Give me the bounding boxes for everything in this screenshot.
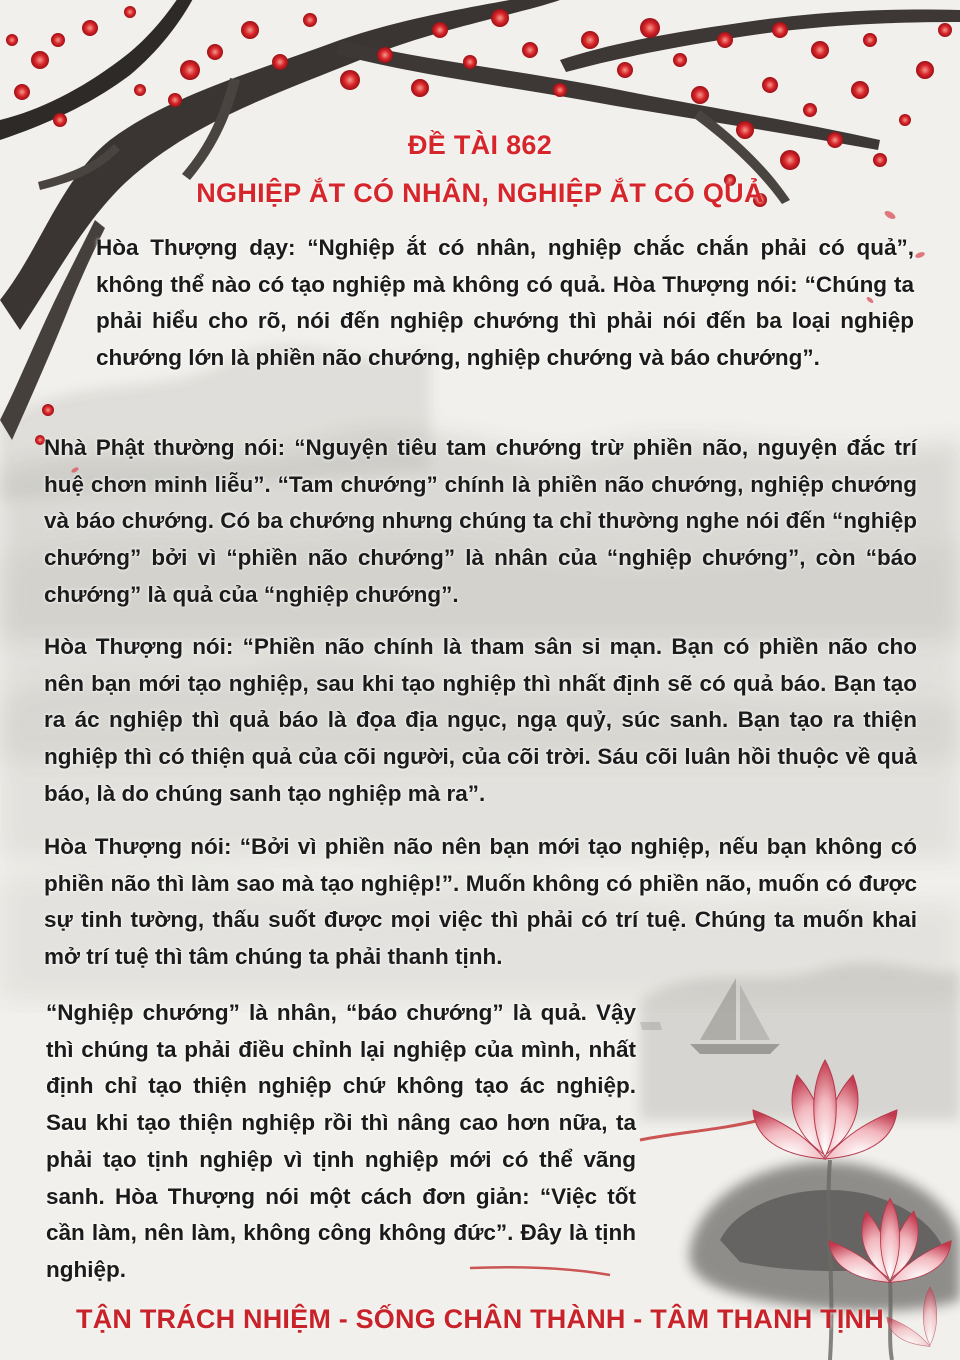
paragraph-5: “Nghiệp chướng” là nhân, “báo chướng” là quả. Vậy thì chúng ta phải điều chỉnh lại nghiệp của mình, nhất định chỉ tạo thiện nghiệp chứ không tạo ác nghiệp. Sau khi tạo thiện nghiệp rồi thì nâng cao hơn nữa, ta phải tạo tịnh nghiệp vì tịnh nghiệp mới có thể vãng sanh. Hòa Thượng nói một cách đơn giản: “Việc tốt cần làm, nên làm, không công không đức”. Đây là tịnh nghiệp.: [46, 1000, 636, 1282]
paragraph-2: Nhà Phật thường nói: “Nguyện tiêu tam chướng trừ phiền não, nguyện đắc trí huệ chơn minh liễu”. “Tam chướng” chính là phiền não chướng, nghiệp chướng và báo chướng. Có ba chướng nhưng chúng ta chỉ thường nghe nói đến “nghiệp chướng” bởi vì “phiền não chướng” là nhân của “nghiệp chướng”, còn “báo chướng” là quả của “nghiệp chướng”.: [44, 435, 917, 607]
paragraph-1: Hòa Thượng dạy: “Nghiệp ắt có nhân, nghiệp chắc chắn phải có quả”, không thể nào có tạo nghiệp mà không có quả. Hòa Thượng nói: “Chúng ta phải hiểu cho rõ, nói đến nghiệp chướng thì phải nói đến ba loại nghiệp chướng lớn là phiền não chướng, nghiệp chướng và báo chướng”.: [96, 235, 914, 371]
paragraph-3: Hòa Thượng nói: “Phiền não chính là tham sân si mạn. Bạn có phiền não cho nên bạn mới tạo nghiệp, sau khi tạo nghiệp thì nhất định sẽ có quả báo. Bạn tạo ra ác nghiệp thì quả báo là đọa địa ngục, ngạ quỷ, súc sanh. Bạn tạo ra thiện nghiệp thì có thiện quả của cõi người, của cõi trời. Sáu cõi luân hồi thuộc về quả báo, là do chúng sanh tạo nghiệp mà ra”.: [44, 634, 917, 806]
page-title: NGHIỆP ẮT CÓ NHÂN, NGHIỆP ẮT CÓ QUẢ: [196, 178, 764, 208]
footer-motto: TẬN TRÁCH NHIỆM - SỐNG CHÂN THÀNH - TÂM THANH TỊNH: [76, 1304, 884, 1334]
topic-number: ĐỀ TÀI 862: [407, 130, 553, 160]
paragraph-4: Hòa Thượng nói: “Bởi vì phiền não nên bạn mới tạo nghiệp, nếu bạn không có phiền não thì làm sao mà tạo nghiệp!”. Muốn không có phiền não, muốn có được sự tinh tường, thấu suốt được mọi việc thì phải có trí tuệ. Chúng ta muốn khai mở trí tuệ thì tâm chúng ta phải thanh tịnh.: [44, 834, 917, 970]
